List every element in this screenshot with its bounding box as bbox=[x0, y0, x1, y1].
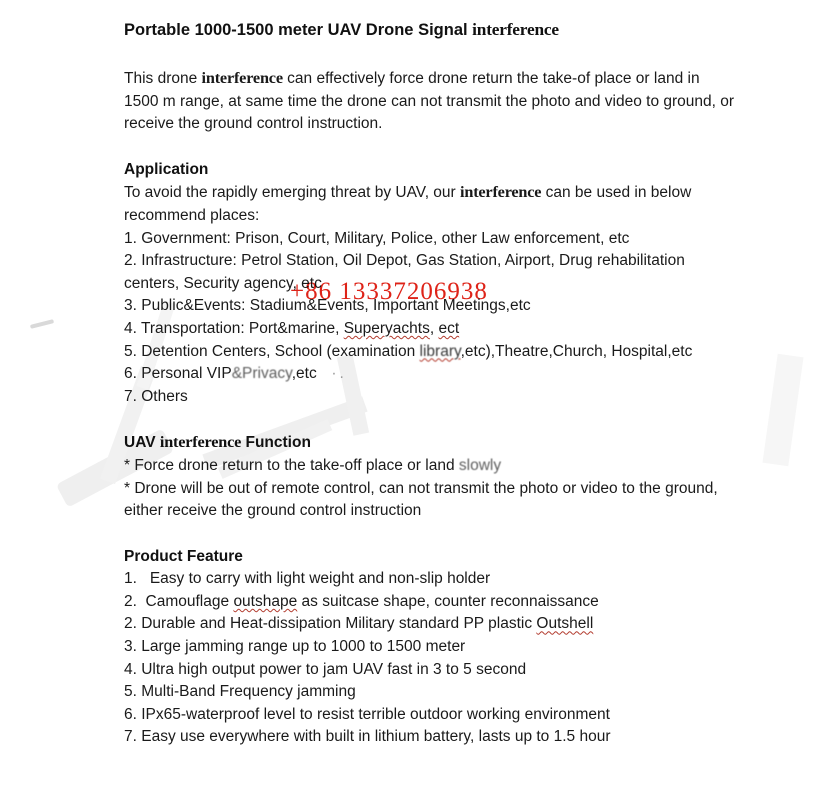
degraded-word: library bbox=[419, 342, 461, 360]
feature-item-5: 4. Ultra high output power to jam UAV fast in 3 to 5 second bbox=[124, 660, 527, 678]
section-heading-features: Product Feature bbox=[124, 547, 243, 565]
feature-item-7: 6. IPx65-waterproof level to resist terrible outdoor working environment bbox=[124, 705, 610, 723]
application-list bbox=[124, 228, 738, 409]
feature-list bbox=[124, 568, 738, 749]
function-bullet-2: * Drone will be out of remote control, can not transmit the photo or video to the ground, either receive the ground control instruction bbox=[124, 479, 722, 520]
application-item-1: 1. Government: Prison, Court, Military, Police, other Law enforcement, etc bbox=[124, 229, 630, 247]
application-item-3: 3. Public&Events: Stadium&Events, Important Meetings,etc bbox=[124, 297, 531, 315]
doc-title-emph: interference bbox=[472, 20, 559, 39]
application-item-4-text: 4. Transportation: Port&marine, bbox=[124, 319, 344, 337]
misspelled-word: ect bbox=[438, 319, 460, 337]
section-heading-function bbox=[124, 431, 738, 455]
feature-item-3-text: 2. Durable and Heat-dissipation Military standard PP plastic bbox=[124, 615, 537, 633]
feature-item-3 bbox=[124, 613, 738, 636]
intro-text: This drone bbox=[124, 70, 202, 87]
application-item-2: 2. Infrastructure: Petrol Station, Oil Depot, Gas Station, Airport, Drug rehabilitation centers, Security agency, etc bbox=[124, 252, 690, 292]
scan-artifact: ·. bbox=[316, 365, 347, 383]
function-heading-emph: interference bbox=[159, 433, 242, 452]
feature-item-2-text-post: as suitcase shape, counter reconnaissance bbox=[297, 592, 599, 610]
feature-item-8: 7. Easy use everywhere with built in lithium battery, lasts up to 1.5 hour bbox=[124, 728, 611, 746]
application-item-5 bbox=[124, 341, 738, 364]
feature-item-6: 5. Multi-Band Frequency jamming bbox=[124, 683, 356, 701]
function-heading-text: UAV bbox=[124, 434, 160, 452]
intro-text-post: can effectively force drone return the take-of place or land in 1500 m range, at same time the drone can not transmit the photo and video to ground, or receive the ground control instruction. bbox=[124, 70, 739, 133]
misspelled-word: outshape bbox=[233, 592, 298, 610]
section-heading-application: Application bbox=[124, 160, 209, 178]
watermark-shape bbox=[30, 319, 54, 329]
degraded-word: &Privacy bbox=[231, 365, 292, 383]
feature-item-4: 3. Large jamming range up to 1000 to 1500 meter bbox=[124, 638, 466, 656]
intro-paragraph bbox=[124, 67, 738, 136]
watermark-shape bbox=[762, 354, 803, 467]
application-lead-emph: interference bbox=[460, 183, 542, 202]
application-item-6-text: 6. Personal VIP bbox=[124, 365, 232, 383]
function-list bbox=[124, 455, 738, 523]
application-lead bbox=[124, 181, 738, 227]
feature-item-2 bbox=[124, 591, 738, 614]
application-item-7: 7. Others bbox=[124, 387, 188, 405]
application-lead-text: To avoid the rapidly emerging threat by UAV, our bbox=[124, 184, 461, 202]
application-item-4-sep: , bbox=[429, 319, 439, 337]
application-item-5-text: 5. Detention Centers, School (examination bbox=[124, 342, 420, 360]
degraded-word: slowly bbox=[458, 456, 502, 474]
application-item-6-text-post: ,etc bbox=[291, 365, 317, 383]
feature-item-2-text: 2. Camouflage bbox=[124, 592, 234, 610]
phone-watermark: +86 13337206938 bbox=[290, 278, 488, 305]
doc-title-text: Portable 1000-1500 meter UAV Drone Signal bbox=[124, 21, 473, 39]
application-item-6 bbox=[124, 363, 738, 386]
intro-emph: interference bbox=[201, 69, 283, 87]
application-lead-text-post: can be used in below recommend places: bbox=[124, 184, 696, 224]
function-heading-text-post: Function bbox=[241, 434, 311, 452]
application-item-5-text-post: ,etc),Theatre,Church, Hospital,etc bbox=[460, 342, 693, 360]
misspelled-word: Superyachts bbox=[343, 319, 430, 337]
document-body bbox=[124, 8, 738, 749]
function-bullet-1 bbox=[124, 455, 738, 478]
application-item-4 bbox=[124, 318, 738, 341]
doc-title bbox=[124, 8, 738, 43]
misspelled-word: Outshell bbox=[536, 615, 594, 633]
function-bullet-1-text: * Force drone return to the take-off place or land bbox=[124, 456, 459, 474]
feature-item-1: 1. Easy to carry with light weight and non-slip holder bbox=[124, 570, 491, 588]
